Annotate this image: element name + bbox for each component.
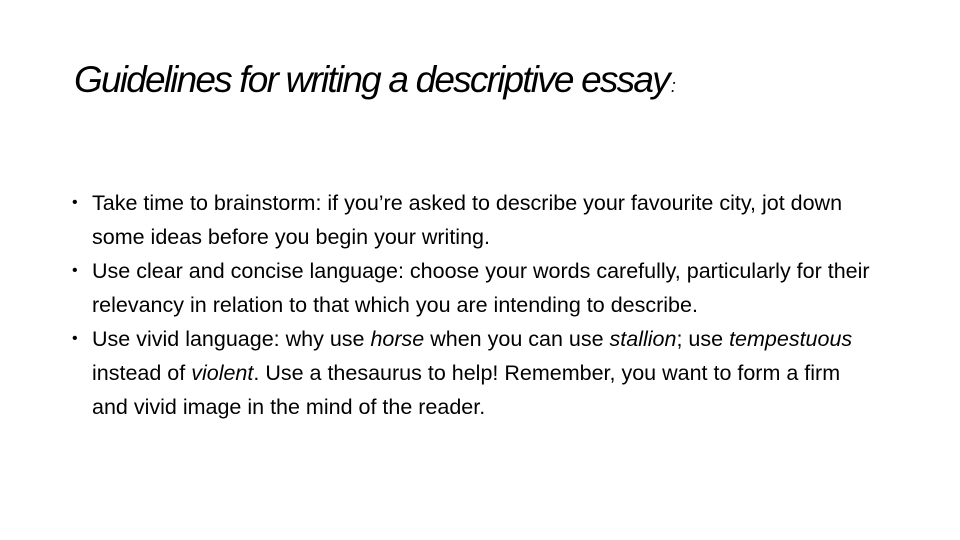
vivid-italic-word: tempestuous <box>729 327 853 351</box>
vivid-text-part: ; use <box>676 327 730 351</box>
vivid-text-part: Use vivid language: why use <box>92 327 371 351</box>
bullet-icon: • <box>72 330 78 347</box>
bullet-text-clear-language: Use clear and concise language: choose your words carefully, particularly for their relevancy in relation to that which you are intending to describe. <box>92 259 870 317</box>
vivid-italic-word: stallion <box>609 327 677 351</box>
vivid-text-part: instead of <box>92 361 192 385</box>
bullet-item-vivid-language <box>72 322 872 424</box>
slide-title-colon: : <box>670 76 676 96</box>
slide-title <box>74 52 676 114</box>
bullet-item-clear-language <box>72 254 872 322</box>
bullet-icon: • <box>72 262 78 279</box>
bullet-text-brainstorm: Take time to brainstorm: if you’re asked to describe your favourite city, jot down some ideas before you begin your writing. <box>92 191 843 249</box>
slide-title-text: Guidelines for writing a descriptive essay <box>74 59 669 100</box>
bullet-icon: • <box>72 194 78 211</box>
vivid-italic-word: violent <box>191 361 254 385</box>
vivid-text-part: when you can use <box>424 327 610 351</box>
bullet-item-brainstorm <box>72 186 872 254</box>
bullet-list <box>72 186 872 424</box>
vivid-italic-word: horse <box>370 327 425 351</box>
vivid-text-part: . Use a thesaurus to help! Remember, you want to form a firm and vivid image in the mind of the reader. <box>92 361 841 419</box>
bullet-text-vivid-language <box>92 322 872 424</box>
